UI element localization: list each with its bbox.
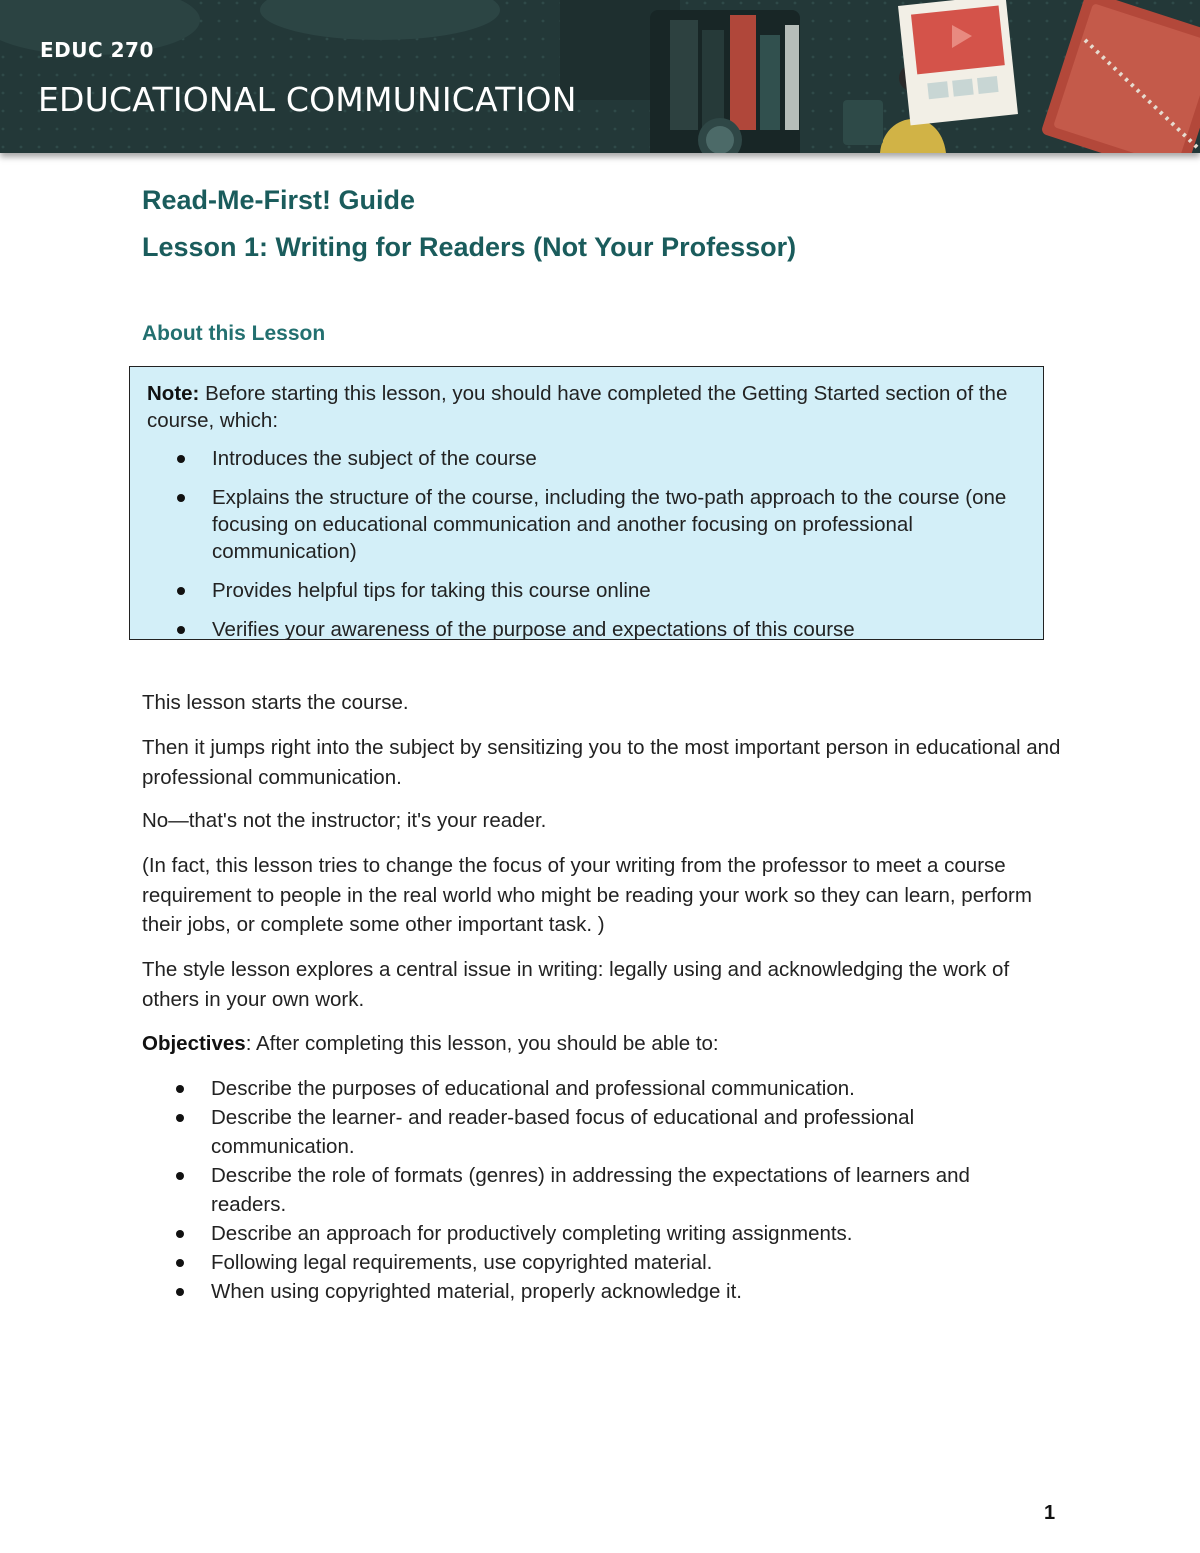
objectives-list (142, 1074, 1042, 1306)
paragraph: No—that's not the instructor; it's your reader. (142, 809, 547, 832)
objective-text: Describe the learner- and reader-based focus of educational and professional communication. (211, 1106, 915, 1158)
bullet-icon (176, 1172, 184, 1180)
guide-title: Read-Me-First! Guide (142, 185, 416, 215)
bullet-icon (177, 494, 185, 502)
paragraph: (In fact, this lesson tries to change the focus of your writing from the professor to meet a course requirement to people in the real world who might be reading your work so they can learn, perform their jobs, or complete some other important task. ) (142, 854, 1032, 936)
objective-item (142, 1277, 1042, 1306)
objective-item (142, 1219, 1042, 1248)
note-item-text: Explains the structure of the course, including the two-path approach to the course (one focusing on educational communication and another focusing on professional communication) (212, 486, 1007, 563)
bullet-icon (177, 626, 185, 634)
note-intro (147, 380, 1017, 434)
objective-item (142, 1161, 1042, 1219)
objective-item (142, 1248, 1042, 1277)
course-banner (0, 0, 1200, 153)
page-number: 1 (1044, 1502, 1056, 1524)
note-item-text: Introduces the subject of the course (212, 447, 537, 470)
note-callout (129, 366, 1044, 640)
paragraph: This lesson starts the course. (142, 691, 409, 714)
note-item-text: Provides helpful tips for taking this course online (212, 579, 651, 602)
objective-text: Following legal requirements, use copyrighted material. (211, 1251, 713, 1274)
objectives-intro-text: : After completing this lesson, you should be able to: (245, 1032, 719, 1055)
bullet-icon (177, 587, 185, 595)
bullet-icon (176, 1288, 184, 1296)
note-list (147, 445, 1027, 640)
note-list-item (147, 445, 1027, 472)
banner-illustration (0, 0, 1200, 153)
note-intro-text: Before starting this lesson, you should have completed the Getting Started section of the course, which: (147, 382, 1008, 432)
course-code: EDUC 270 (40, 38, 154, 62)
about-lesson-heading: About this Lesson (142, 322, 326, 345)
note-label: Note: (147, 382, 200, 405)
bullet-icon (176, 1230, 184, 1238)
objective-text: Describe the role of formats (genres) in addressing the expectations of learners and readers. (211, 1164, 970, 1216)
course-title: EDUCATIONAL COMMUNICATION (38, 80, 577, 119)
paragraph: The style lesson explores a central issue in writing: legally using and acknowledging the work of others in your own work. (142, 958, 1010, 1011)
objective-item (142, 1074, 1042, 1103)
note-list-item (147, 577, 1027, 604)
objective-text: Describe an approach for productively completing writing assignments. (211, 1222, 853, 1245)
objectives-intro (142, 1029, 1062, 1059)
bullet-icon (177, 455, 185, 463)
note-list-item (147, 616, 1027, 640)
bullet-icon (176, 1085, 184, 1093)
note-item-text: Verifies your awareness of the purpose and expectations of this course (212, 618, 855, 640)
objective-text: When using copyrighted material, properly acknowledge it. (211, 1280, 742, 1303)
objective-text: Describe the purposes of educational and professional communication. (211, 1077, 855, 1100)
note-list-item (147, 484, 1027, 565)
bullet-icon (176, 1114, 184, 1122)
paragraph: Then it jumps right into the subject by sensitizing you to the most important person in educational and professional communication. (142, 736, 1061, 789)
bullet-icon (176, 1259, 184, 1267)
objectives-label: Objectives (142, 1032, 246, 1055)
lesson-title: Lesson 1: Writing for Readers (Not Your Professor) (142, 232, 797, 262)
objective-item (142, 1103, 1042, 1161)
